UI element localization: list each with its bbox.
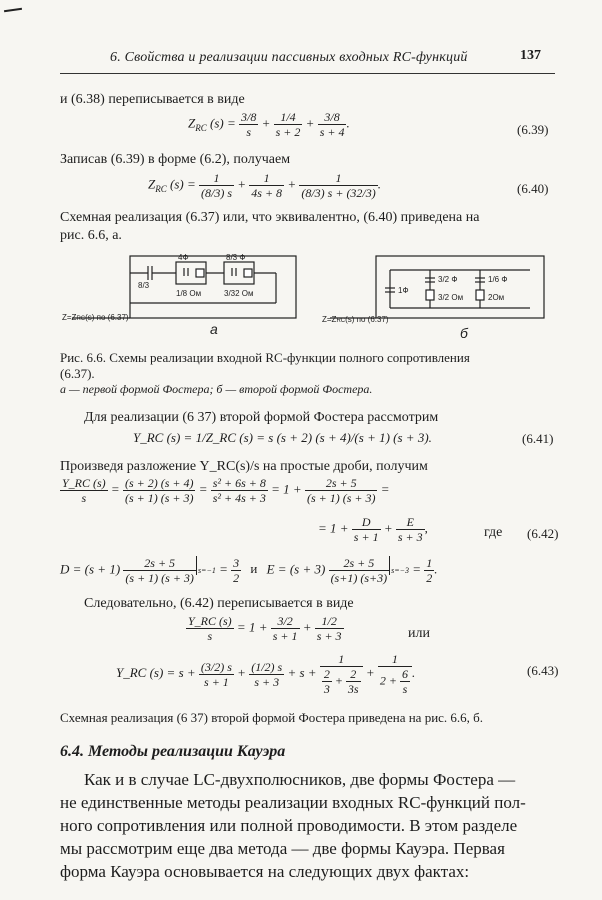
fraction: $\frac{3}{2}$ xyxy=(233,556,240,585)
eq-number-6-43: (6.43) xyxy=(527,663,559,678)
equation-6-42-line-2: = 1 + $\frac{D}{s + 1}$ + $\frac{E}{s + 3}$ , xyxy=(318,515,428,544)
fraction: $\frac{E}{s + 3}$ xyxy=(397,515,423,544)
fraction: $\frac{3/8}{s + 4}$ xyxy=(319,110,345,139)
paragraph-1: и (6.38) переписывается в виде xyxy=(60,92,245,107)
body-text xyxy=(60,768,560,883)
caption-line-1: Рис. 6.6. Схемы реализации входной RC-функции полного сопротивления xyxy=(60,350,470,365)
fraction: $\frac{1/2}{s + 3}$ xyxy=(316,614,342,643)
eq-number-6-40: (6.40) xyxy=(517,181,549,196)
figure-6-6 xyxy=(60,248,560,348)
page-number: 137 xyxy=(520,48,541,63)
equation-6-41: Y_RC (s) = 1/Z_RC (s) = s (s + 2) (s + 4)/(s + 1) (s + 3). xyxy=(133,430,432,445)
fraction: $\frac{(1/2) s}{s + 3}$ xyxy=(251,659,283,689)
body-line: мы рассмотрим еще два метода — две формы Кауэра. Первая xyxy=(60,839,505,858)
fraction: $\frac{Y\_RC (s)}{s}$ xyxy=(188,614,232,643)
svg-text:3/2 Ф: 3/2 Ф xyxy=(438,275,458,284)
svg-text:1/6 Ф: 1/6 Ф xyxy=(488,275,508,284)
fraction: $\frac{1}{(8/3) s}$ xyxy=(201,171,232,200)
equation-6-42-line-1: $\frac{Y\_RC (s)}{s}$ = $\frac{(s + 2) (s + 4)}{(s + 1) (s + 3)}$ = $\frac{\text{s² + 6s + 8}}{\text{s² + 4s + 3}}$ = 1 + $\frac{2s + 5}{(s + 1) (s + 3)}$ = xyxy=(62,476,390,505)
header-rule xyxy=(60,73,555,74)
caption-line-3: а — первой формой Фостера; б — второй формой Фостера. xyxy=(60,382,373,396)
svg-text:1Ф: 1Ф xyxy=(398,286,409,295)
paragraph-3-line-1: Схемная реализация (6.37) или, что эквивалентно, (6.40) приведена на xyxy=(60,210,480,225)
caption-line-2: (6.37). xyxy=(60,366,95,381)
eq-number-6-42: (6.42) xyxy=(527,526,559,541)
paragraph-4: Для реализации (6 37) второй формой Фостера рассмотрим xyxy=(84,410,439,425)
fraction: $\frac{3/2}{s + 1}$ xyxy=(272,614,298,643)
continued-fraction-1: 1 $\frac{2}{3}$ + $\frac{2}{3s}$ xyxy=(320,652,363,696)
body-line: не единственные методы реализации входных RC-функций пол- xyxy=(60,793,526,812)
paragraph-6: Следовательно, (6.42) переписывается в виде xyxy=(84,596,354,611)
fraction: $\frac{D}{s + 1}$ xyxy=(353,515,379,544)
paragraph-2: Записав (6.39) в форме (6.2), получаем xyxy=(60,152,291,167)
eq-number-6-39: (6.39) xyxy=(517,122,549,137)
eq-number-6-41: (6.41) xyxy=(522,431,554,446)
running-header: 6. Свойства и реализации пассивных входных RC-функций xyxy=(110,50,468,65)
equation-6-40: $Z_{RC}$ (s) = $\frac{1}{(8/3) s}$ + $\frac{1}{4s + 8}$ + $\frac{1}{(8/3) s + (32/3)}$ . xyxy=(148,171,382,200)
fraction: $\frac{2s + 5}{(s+1) (s+3)}$ xyxy=(330,556,388,585)
figure-label-b: б xyxy=(460,325,468,341)
eq-lhs: Z xyxy=(188,115,196,131)
equation-y-over-s: $\frac{Y\_RC (s)}{s}$ = 1 + $\frac{3/2}{s + 1}$ + $\frac{1/2}{s + 3}$ xyxy=(188,614,342,643)
fraction: $\frac{2s + 5}{(s + 1) (s + 3)}$ xyxy=(306,476,376,505)
svg-text:3/32 Ом: 3/32 Ом xyxy=(224,289,254,298)
fraction: $\frac{(s + 2) (s + 4)}{(s + 1) (s + 3)}$ xyxy=(124,476,194,505)
body-line: форма Кауэра основывается на следующих двух фактах: xyxy=(60,862,470,881)
body-line: Как и в случае LC-двухполюсников, две формы Фостера — xyxy=(84,770,516,789)
figure-label-a: а xyxy=(210,321,218,337)
svg-text:Z=ZRC(s) по (6.37): Z=ZRC(s) по (6.37) xyxy=(62,313,129,322)
or-word: или xyxy=(408,626,430,641)
equation-6-43: Y_RC (s) = s + $\frac{(3/2) s}{s + 1}$ + $\frac{(1/2) s}{s + 3}$ + s + 1 $\frac{2}{3}$ + $\frac{2}{3s}$ + 1 2 + $\frac{6}{s}$ . xyxy=(116,652,416,696)
paragraph-5: Произведя разложение Y_RC(s)/s на простые дроби, получим xyxy=(60,459,428,474)
fraction: $\frac{2s + 5}{(s + 1) (s + 3)}$ xyxy=(125,556,194,585)
body-line: ного сопротивления или полной проводимости. В этом разделе xyxy=(60,816,518,835)
fraction: $\frac{1}{(8/3) s + (32/3)}$ xyxy=(301,171,376,200)
fraction: $\frac{1}{4s + 8}$ xyxy=(251,171,283,200)
eq-arg: (s) = xyxy=(210,115,236,131)
fraction: $\frac{1/4}{s + 2}$ xyxy=(275,110,301,139)
svg-text:8/3 Ф: 8/3 Ф xyxy=(226,253,246,262)
equation-6-39: $Z_{RC}$ (s) = $\frac{3/8}{s}$ + $\frac{1/4}{s + 2}$ + $\frac{3/8}{s + 4}$ . xyxy=(188,110,350,139)
svg-text:Z=ZRC(s) по (6.37): Z=ZRC(s) по (6.37) xyxy=(322,315,389,324)
svg-text:4Ф: 4Ф xyxy=(178,253,189,262)
where-word: где xyxy=(484,525,503,540)
continued-fraction-2: 1 2 + $\frac{6}{s}$ xyxy=(378,652,412,696)
paragraph-7: Схемная реализация (6 37) второй формой Фостера приведена на рис. 6.6, б. xyxy=(60,710,484,725)
fraction: $\frac{(3/2) s}{s + 1}$ xyxy=(200,659,232,689)
svg-text:3/2 Ом: 3/2 Ом xyxy=(438,293,464,302)
page-corner-mark xyxy=(4,8,22,12)
svg-text:2Ом: 2Ом xyxy=(488,293,505,302)
plus: + xyxy=(305,115,315,131)
svg-text:8/3: 8/3 xyxy=(138,281,150,290)
paragraph-3-line-2: рис. 6.6, а. xyxy=(60,228,122,243)
fraction: $\frac{3/8}{s}$ xyxy=(241,110,257,139)
svg-text:1/8 Ом: 1/8 Ом xyxy=(176,289,202,298)
circuit-a-frame xyxy=(130,256,296,318)
eq-sub: RC xyxy=(195,123,207,134)
fraction: $\frac{\text{s² + 6s + 8}}{\text{s² + 4s + 3}}$ xyxy=(212,476,266,505)
section-heading: 6.4. Методы реализации Кауэра xyxy=(60,743,286,760)
fraction: $\frac{Y\_RC (s)}{s}$ xyxy=(62,476,106,505)
plus: + xyxy=(261,115,271,131)
fraction: $\frac{1}{2}$ xyxy=(426,556,433,585)
d-e-coefficients: D = (s + 1) $\frac{2s + 5}{(s + 1) (s + 3)}$ s=−1 = $\frac{3}{2}$ и E = (s + 3) $\frac{2s + 5}{(s+1) (s+3)}$ s=−3 = $\frac{1}{2}$ . xyxy=(60,556,438,585)
